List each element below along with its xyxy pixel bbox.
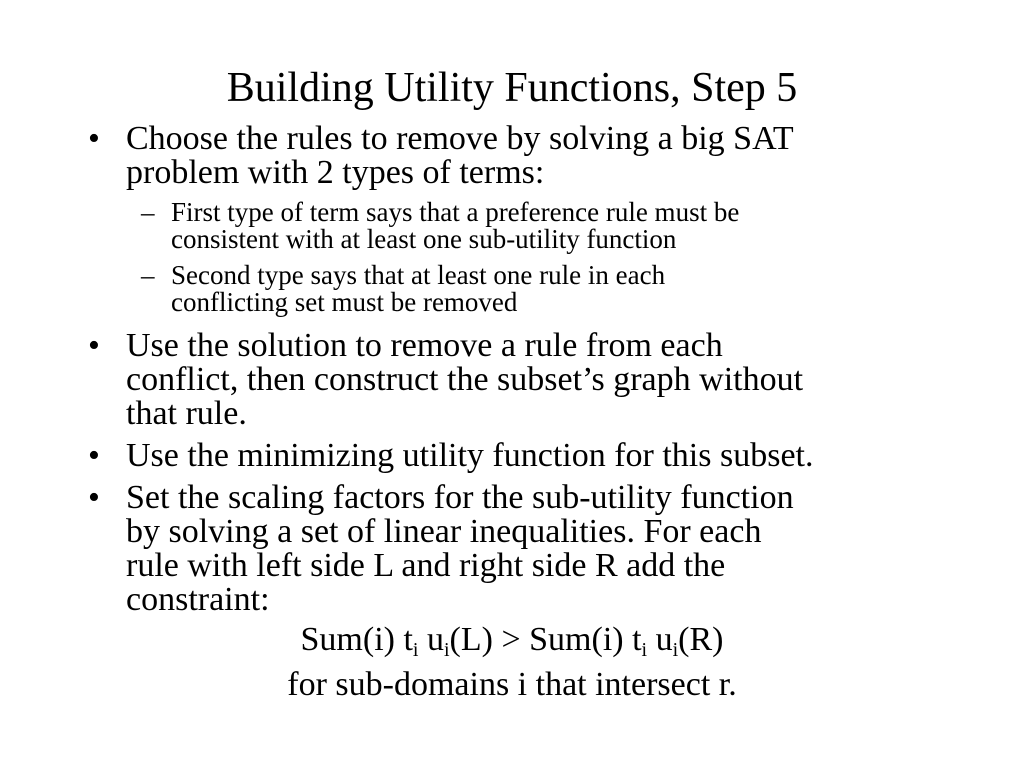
formula-u: u xyxy=(418,621,444,658)
formula-left-arg: (L) > Sum(i) t xyxy=(449,621,642,658)
formula-sum-left: Sum(i) t xyxy=(300,621,413,658)
formula-subscript: i xyxy=(412,639,419,661)
constraint-formula xyxy=(0,621,1024,661)
bullet-line: problem with 2 types of terms: xyxy=(126,154,545,191)
formula-subscript: i xyxy=(641,639,648,661)
sub-bullet-line: Second type says that at least one rule in each xyxy=(171,260,666,290)
bullet-line: Choose the rules to remove by solving a big SAT xyxy=(126,120,794,157)
formula-subscript: i xyxy=(672,639,679,661)
sub-bullet-line: conflicting set must be removed xyxy=(171,287,518,317)
bullet-line: Use the solution to remove a rule from each xyxy=(126,327,723,364)
bullet-line: rule with left side L and right side R add the xyxy=(126,547,726,584)
sub-bullet-line: First type of term says that a preference rule must be xyxy=(171,197,740,227)
bullet-marker: • xyxy=(88,120,100,157)
bullet-line: Use the minimizing utility function for this subset. xyxy=(126,437,814,474)
slide-title: Building Utility Functions, Step 5 xyxy=(226,65,798,111)
bullet-line: Set the scaling factors for the sub-utility function xyxy=(126,479,794,516)
formula-domain-note: for sub-domains i that intersect r. xyxy=(287,666,737,703)
formula-u: u xyxy=(647,621,673,658)
bullet-line: constraint: xyxy=(126,581,270,618)
bullet-line: conflict, then construct the subset’s graph without xyxy=(126,361,804,398)
dash-marker: – xyxy=(141,197,155,227)
bullet-line: that rule. xyxy=(126,395,247,432)
sub-bullet-line: consistent with at least one sub-utility function xyxy=(171,224,677,254)
formula-subscript: i xyxy=(443,639,450,661)
formula-right-arg: (R) xyxy=(678,621,724,658)
dash-marker: – xyxy=(141,260,155,290)
bullet-line: by solving a set of linear inequalities. For each xyxy=(126,513,762,550)
bullet-marker: • xyxy=(88,437,100,474)
bullet-marker: • xyxy=(88,327,100,364)
bullet-marker: • xyxy=(88,479,100,516)
